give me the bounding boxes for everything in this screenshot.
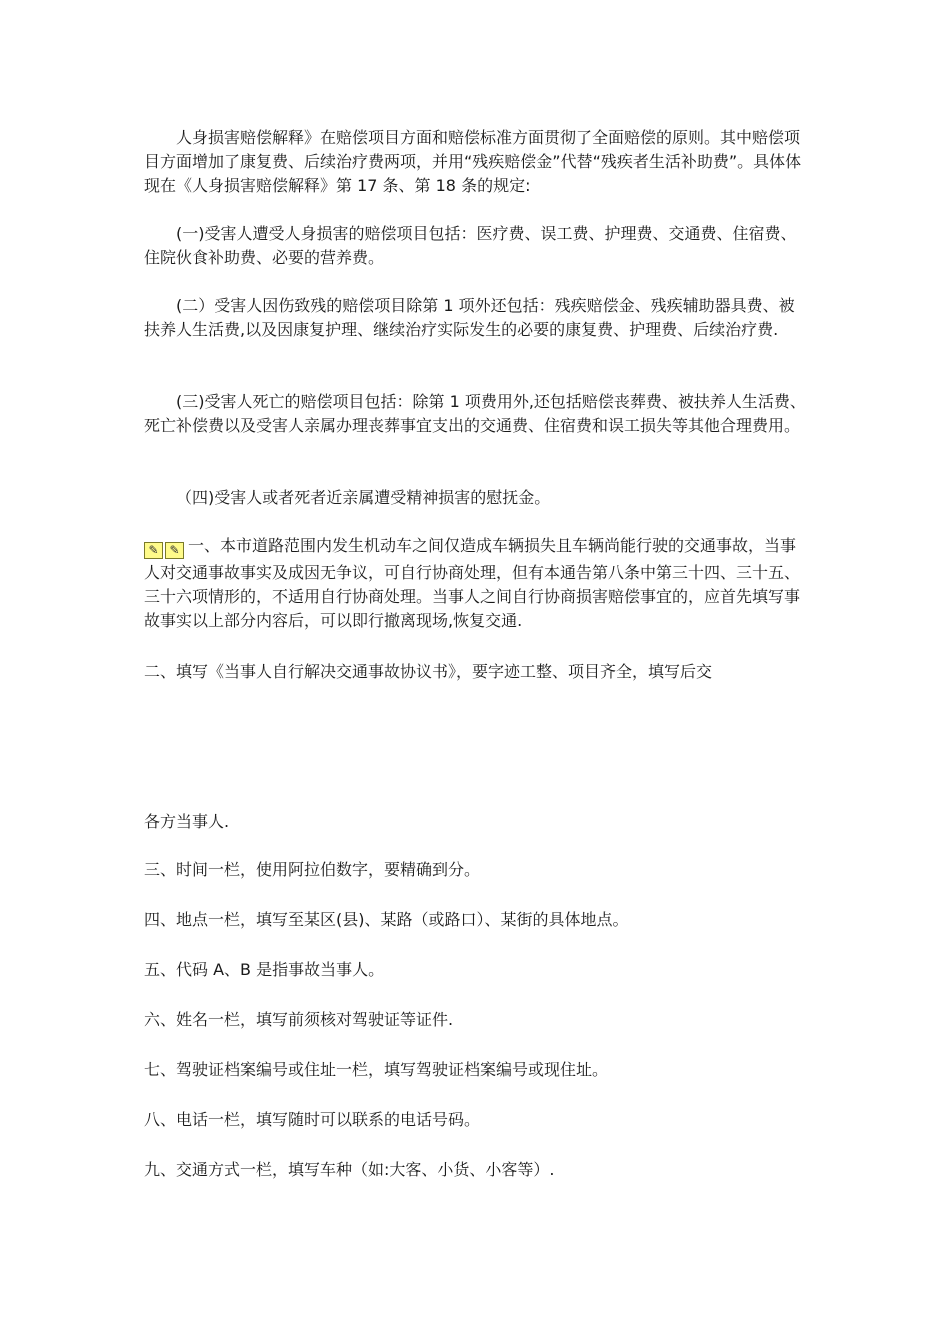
rule-1-paragraph [144,534,806,633]
comment-markers[interactable] [144,537,186,561]
item-3-paragraph: (三)受害人死亡的赔偿项目包括：除第 1 项费用外,还包括赔偿丧葬费、被扶养人生活费、死亡补偿费以及受害人亲属办理丧葬事宜支出的交通费、住宿费和误工损失等其他合理费用。 [144,392,806,435]
rule-9-paragraph: 九、交通方式一栏，填写车种（如:大客、小货、小客等）. [144,1160,555,1179]
rule-5-paragraph: 五、代码 A、B 是指事故当事人。 [144,960,385,979]
item-1-paragraph: (一)受害人遭受人身损害的赔偿项目包括：医疗费、误工费、护理费、交通费、住宿费、住院伙食补助费、必要的营养费。 [144,224,797,267]
intro-paragraph: 人身损害赔偿解释》在赔偿项目方面和赔偿标准方面贯彻了全面赔偿的原则。其中赔偿项目方面增加了康复费、后续治疗费两项，并用“残疾赔偿金”代替“残疾者生活补助费”。具体体现在《人身损害赔偿解释》第 17 条、第 18 条的规定: [144,128,802,195]
rule-3-paragraph: 三、时间一栏，使用阿拉伯数字，要精确到分。 [144,860,481,879]
item-2-paragraph: (二）受害人因伤致残的赔偿项目除第 1 项外还包括：残疾赔偿金、残疾辅助器具费、被扶养人生活费,以及因康复护理、继续治疗实际发生的必要的康复费、护理费、后续治疗费. [144,296,795,339]
rule-4-paragraph: 四、地点一栏，填写至某区(县)、某路（或路口）、某街的具体地点。 [144,910,629,929]
rule-1-text: 一、本市道路范围内发生机动车之间仅造成车辆损失且车辆尚能行驶的交通事故，当事人对交通事故事实及成因无争议，可自行协商处理，但有本通告第八条中第三十四、三十五、三十六项情形的，不适用自行协商处理。当事人之间自行协商损害赔偿事宜的，应首先填写事故事实以上部分内容后，可以即行撤离现场,恢复交通. [144,536,801,630]
rule-2-paragraph: 二、填写《当事人自行解决交通事故协议书》，要字迹工整、项目齐全，填写后交 [144,662,713,681]
paperclip-icon[interactable]: ✎ [165,542,184,559]
rule-6-paragraph: 六、姓名一栏，填写前须核对驾驶证等证件. [144,1010,454,1029]
rule-8-paragraph: 八、电话一栏，填写随时可以联系的电话号码。 [144,1110,481,1129]
rule-2-continuation: 各方当事人. [144,812,230,831]
paperclip-icon[interactable]: ✎ [144,542,163,559]
rule-7-paragraph: 七、驾驶证档案编号或住址一栏，填写驾驶证档案编号或现住址。 [144,1060,609,1079]
item-4-paragraph: （四)受害人或者死者近亲属遭受精神损害的慰抚金。 [176,488,551,507]
